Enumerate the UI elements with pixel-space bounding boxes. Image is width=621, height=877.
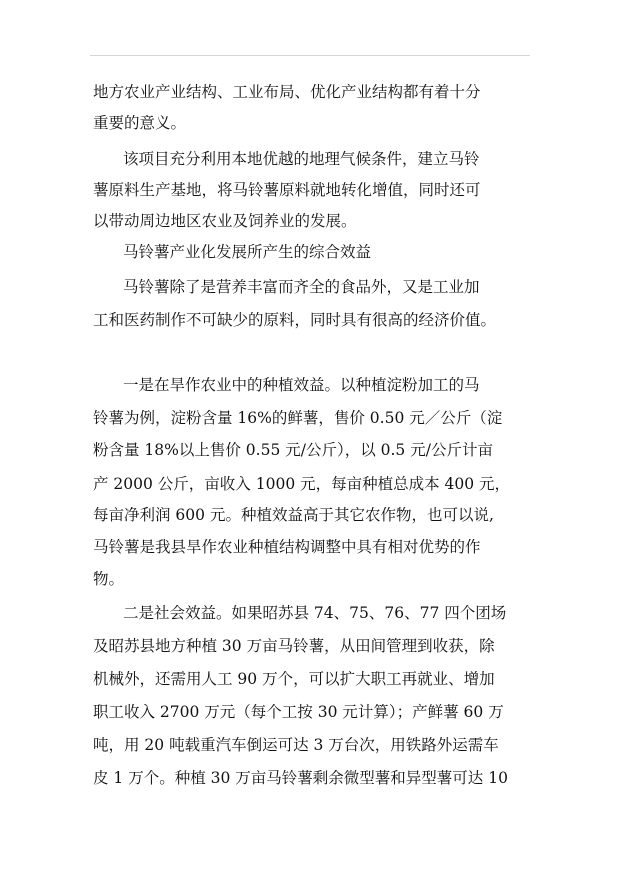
text-line: 每亩净利润 600 元。种植效益高于其它农作物，也可以说, xyxy=(93,506,494,524)
section-heading: 马铃薯产业化发展所产生的综合效益 xyxy=(123,243,372,261)
text-line: 重要的意义。 xyxy=(93,114,187,132)
text-line: 产 2000 公斤，亩收入 1000 元，每亩种植总成本 400 元， xyxy=(93,475,511,493)
text-line: 物。 xyxy=(93,570,125,588)
text-line: 该项目充分利用本地优越的地理气候条件，建立马铃 xyxy=(123,150,480,168)
text-line: 马铃薯除了是营养丰富而齐全的食品外，又是工业加 xyxy=(123,278,480,296)
text-line: 二是社会效益。如果昭苏县 74、75、76、77 四个团场 xyxy=(123,604,507,622)
text-line: 马铃薯是我县旱作农业种植结构调整中具有相对优势的作 xyxy=(93,538,481,556)
text-line: 地方农业产业结构、工业布局、优化产业结构都有着十分 xyxy=(93,83,481,101)
text-line: 以带动周边地区农业及饲养业的发展。 xyxy=(93,212,357,230)
text-line: 工和医药制作不可缺少的原料，同时具有很高的经济价值。 xyxy=(93,311,497,329)
text-line: 职工收入 2700 万元（每个工按 30 元计算）；产鲜薯 60 万 xyxy=(93,703,504,721)
text-line: 薯原料生产基地，将马铃薯原料就地转化增值，同时还可 xyxy=(93,181,481,199)
text-line: 机械外，还需用人工 90 万个，可以扩大职工再就业、增加 xyxy=(93,670,495,688)
header-rule xyxy=(90,55,530,56)
text-line: 粉含量 18%以上售价 0.55 元/公斤），以 0.5 元/公斤计亩 xyxy=(93,441,493,459)
text-line: 一是在旱作农业中的种植效益。以种植淀粉加工的马 xyxy=(123,376,480,394)
text-line: 皮 1 万个。种植 30 万亩马铃薯剩余微型薯和异型薯可达 10 xyxy=(93,769,508,787)
text-line: 吨，用 20 吨载重汽车倒运可达 3 万台次，用铁路外运需车 xyxy=(93,736,499,754)
text-line: 铃薯为例，淀粉含量 16%的鲜薯，售价 0.50 元／公斤（淀 xyxy=(93,409,503,427)
text-line: 及昭苏县地方种植 30 万亩马铃薯，从田间管理到收获，除 xyxy=(93,637,495,655)
